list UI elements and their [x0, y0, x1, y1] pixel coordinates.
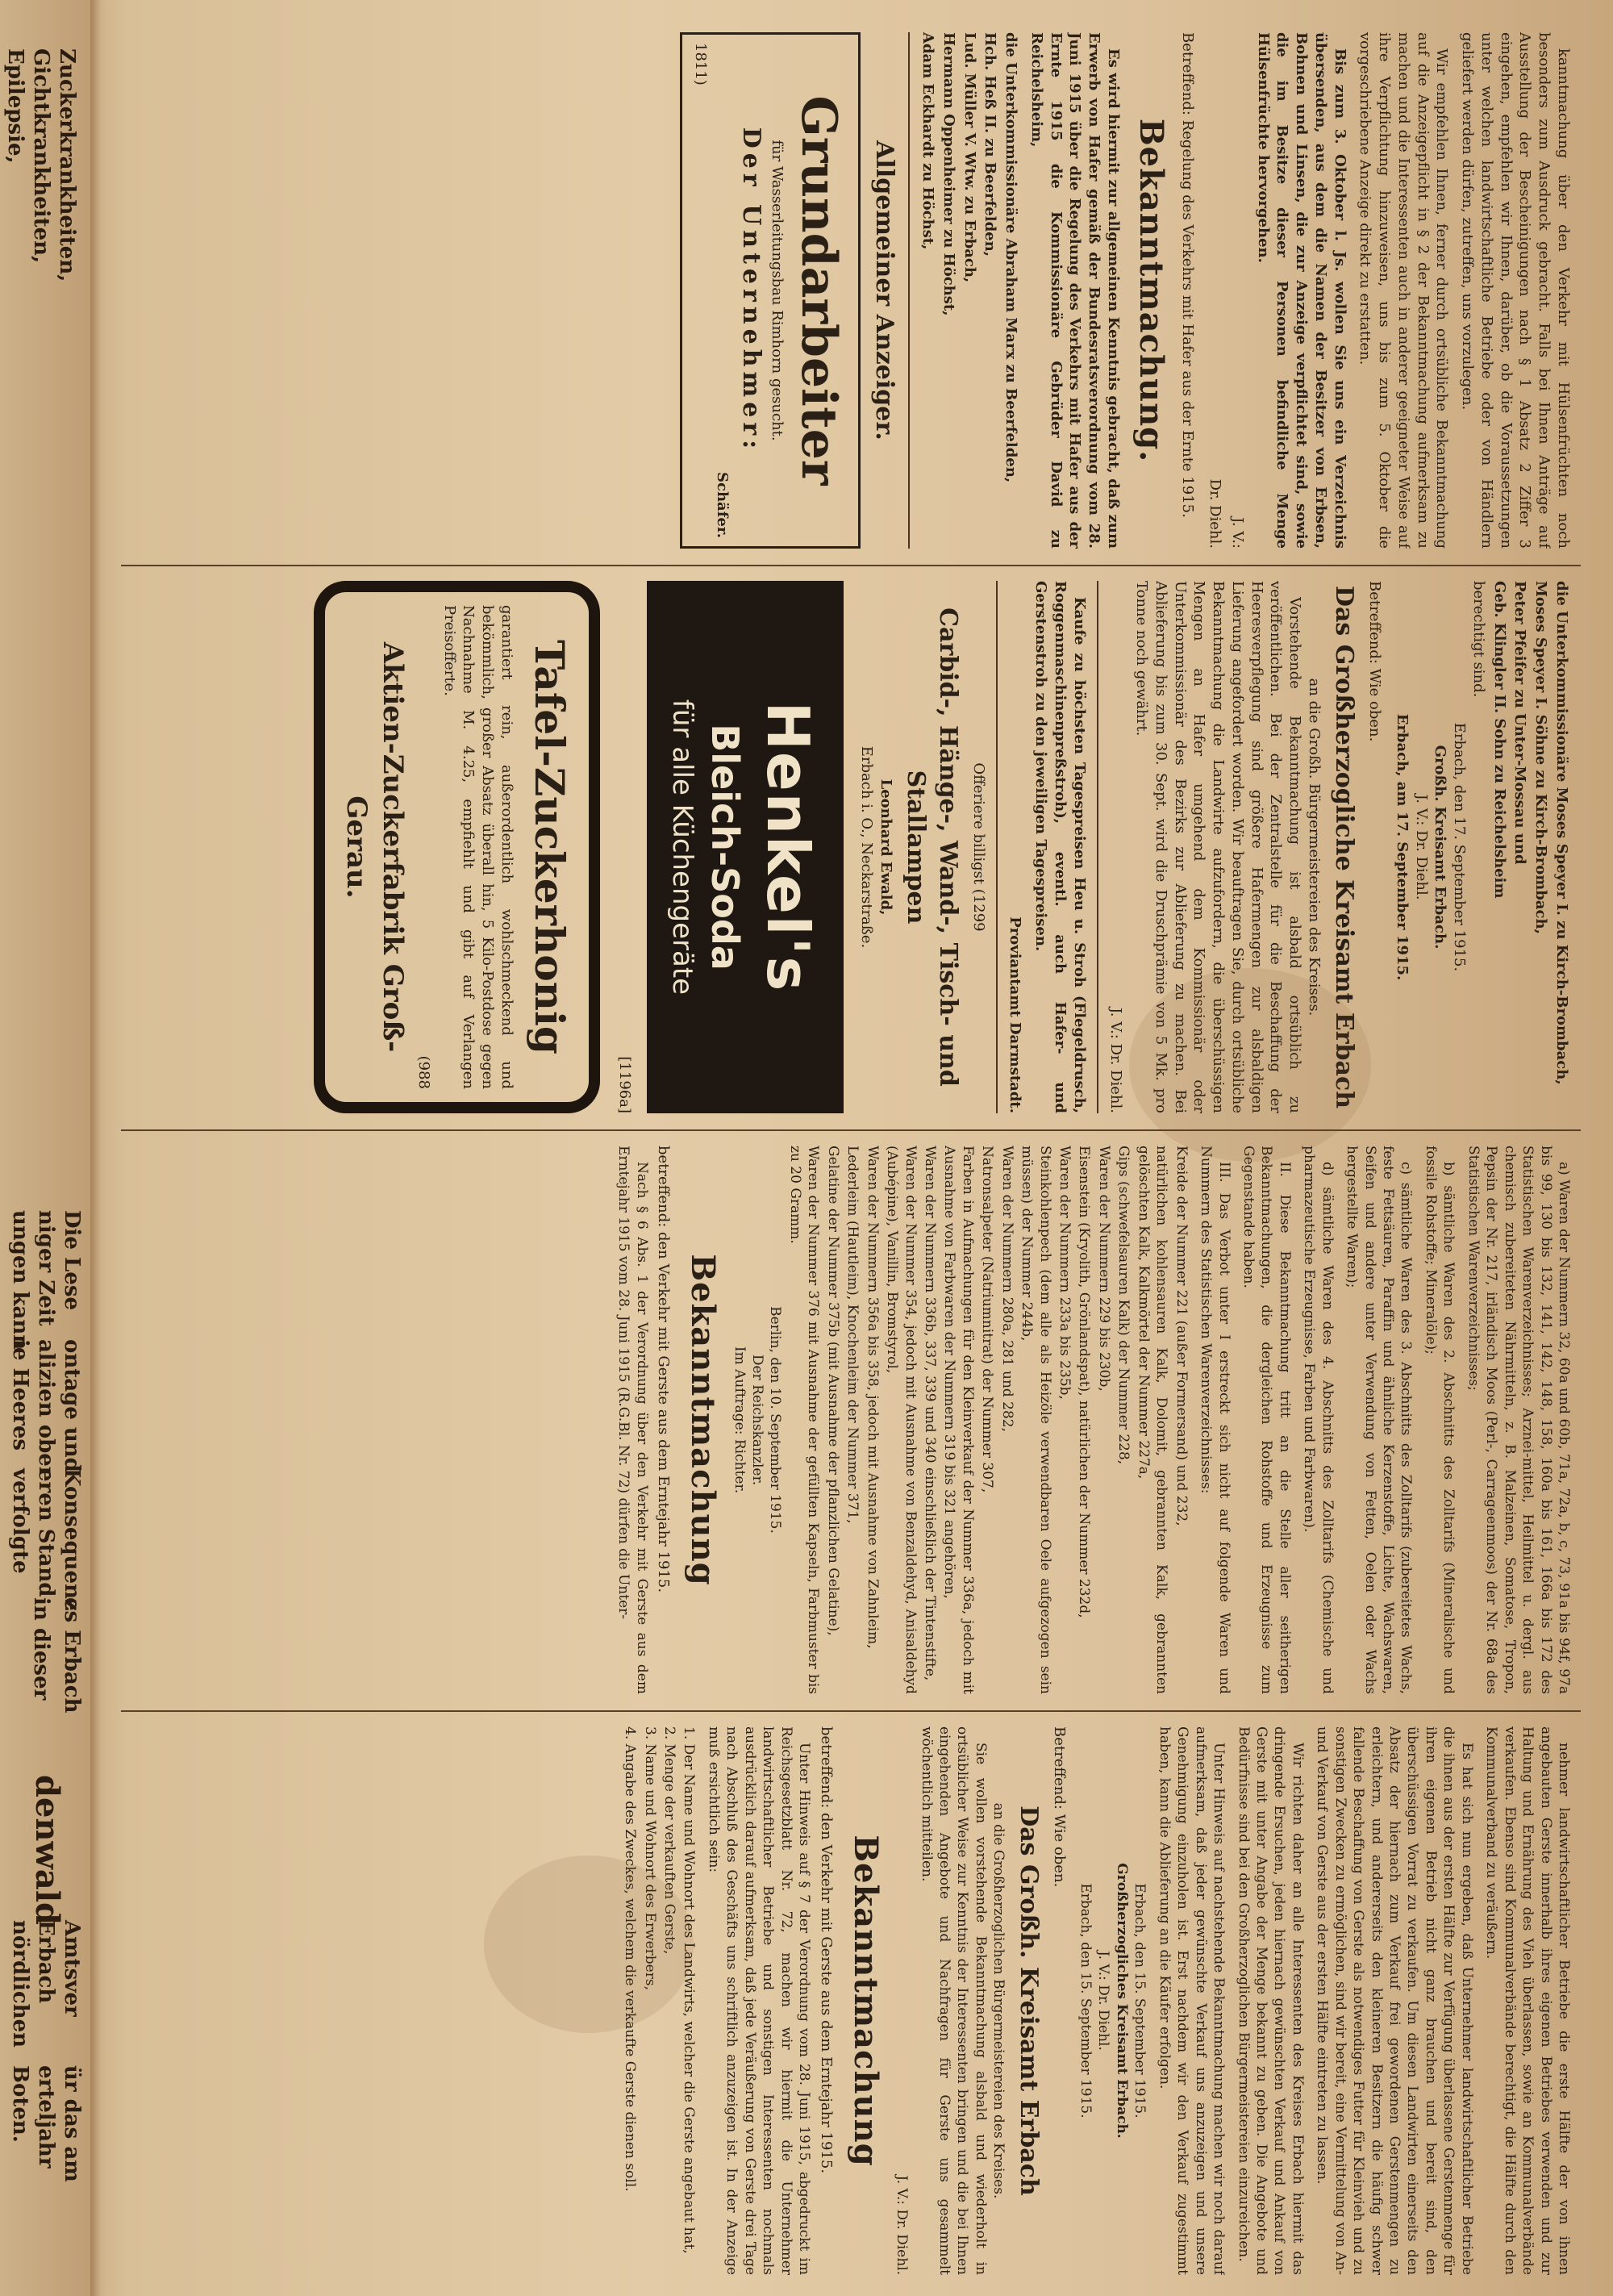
list-item: Waren der Nummer 354, jedoch mit Ausnahme von Benzaldehyd, Anisaldehyd (Aubépine), Vanillin, Bromstyrol,	[884, 1146, 919, 1694]
list-item: Waren der Nummern 280a, 281 und 282,	[998, 1146, 1015, 1433]
paragraph: d) sämtliche Waren des 4. Abschnitts des Zolltarifs (Chemische und pharmazeutische Erzeugnisse, Farben und Farbwaren).	[1301, 1146, 1336, 1694]
prev-fragment: nördlichen	[8, 1920, 32, 2048]
list-item: Gips (schwefelsauren Kalk) der Nummer 228,	[1115, 1146, 1132, 1465]
prev-fragment: Erbach	[34, 1920, 58, 2004]
list-item: Lud. Müller V. Wtw. zu Erbach,	[961, 32, 978, 283]
address-line: an die Großh. Bürgermeistereien des Kreises.	[1305, 678, 1323, 1017]
paragraph: nehmer landwirtschaftlicher Betriebe die erste Hälfte der von ihnen angebauten Gerste innerhalb ihres eigenen Betriebes verwenden und zur Haltung und Ernährung des Vieh überlassen, sowie an Kommunalverbände verkaufen. Ebenso sind Kommunalverbände berechtigt, die Hälfte durch den Kommunalverband zu veräußern.	[1483, 1726, 1572, 2275]
list-item: Eisenstein (Kryolith, Grönlandspat), natürlichen der Nummer 232d,	[1076, 1146, 1093, 1618]
column-rule	[121, 565, 1581, 566]
notice-body: Vorstehende Bekanntmachung ist alsbald ortsüblich zu veröffentlichen. Bei der Zentralstelle für die Beschaffung der Heeresverpflegung sind größere Hafermengen zur alsbaldigen Lieferung angefordert worden. Wir beauftragen Sie, durch ortsübliche Bekanntmachung die Landwirte aufzufordern, die überschüssigen Mengen an Hafer umgehend dem Kommissionär oder Unterkommissionär des Bezirks zur Ablieferung zu machen. Bei Ablieferung bis zum 30. Sept. wird die Druschprämie von 5 Mk. pro Tonne noch gewährt.	[1133, 581, 1304, 1113]
signature: J. V.:	[1229, 517, 1246, 549]
prev-fragment: Amtsver	[60, 1920, 84, 2017]
column-1-main	[121, 32, 1573, 549]
prev-fragment: ontage und	[60, 1339, 84, 1472]
ad-offer-line: Offeriere billigst (1299	[969, 762, 987, 932]
rotated-page-content	[97, 0, 1605, 2296]
list-item: Waren der Nummer 376 mit Ausnahme der gefüllten Kapseln, Farbmuster bis zu 20 Gramm.	[786, 1146, 822, 1694]
previous-page-rotated	[0, 0, 90, 2296]
list-item: Waren der Nummern 336b, 337, 339 und 340 einschließlich der Tintenstifte,	[922, 1146, 938, 1681]
ad-line: für Wasserleitungsbau Rimhorn gesucht.	[768, 140, 786, 441]
column-4	[121, 1726, 1573, 2275]
tafel-title: Tafel-Zuckerhonig	[525, 640, 573, 1054]
betreffend-line: Betreffend: Wie oben.	[1050, 1726, 1068, 1888]
ad-offer-headline: Carbid-, Hänge-, Wand-, Tisch- und Stallampen	[902, 607, 962, 1087]
address-line: an die Großherzoglichen Bürgermeistereien des Kreises.	[990, 1802, 1007, 2199]
prev-fragment: erteljahr	[34, 2065, 58, 2169]
date-line: Erbach, den 17. September 1915.	[1451, 722, 1469, 972]
betreffend-line: Betreffend: Wie oben.	[1366, 581, 1384, 742]
list-item: natürlichen kohlensauren Kalk, Dolomit, gebrannten Kalk, gebrannten gelöschten Kalk, Kalkmörtel der Nummer 227a,	[1135, 1146, 1170, 1694]
paragraph: c) sämtliche Waren des 3. Abschnitts des Zolltarifs (zubereitetes Wachs, feste Fettsäuren, Paraffin und ähnliche Kerzenstoffe, Lichte, Wachswaren, Seifen und andere unter Verwendung von Fetten, Oelen oder Wachs hergestellte Waren);	[1344, 1146, 1415, 1694]
ad-kauf: Kaufe zu höchsten Tagespreisen Heu u. Stroh (Flegeldrusch, Roggenmaschinenpreßstroh), eventl. auch Hafer- und Gerstenstroh zu den jeweiligen Tagespreisen.	[1032, 581, 1088, 1113]
signature: J. V.: Dr. Diehl.	[1095, 1951, 1112, 2051]
paragraph: II. Diese Bekanntmachung tritt an die Stelle aller seitherigen Bekanntmachungen, die dergleichen Rohstoffe und Erzeugnisse zum Gegenstande haben.	[1240, 1146, 1293, 1694]
prev-fragment: Konsequenz	[60, 1468, 84, 1611]
paragraph: Bis zum 3. Oktober l. Js. wollen Sie uns ein Verzeichnis übersenden, aus dem die Namen der Besitzer von Erbsen, Bohnen und Linsen, die zur Anzeige verpflichtet sind, sowie die im Besitze dieser Personen befindliche Menge Hülsenfrüchte hervorgehen.	[1254, 32, 1348, 549]
signature: Dr. Diehl.	[1207, 478, 1224, 549]
prev-fragment: ie Heeres	[8, 1339, 32, 1451]
notice-body: Unter Hinweis auf § 7 der Verordnung vom 28. Juni 1915, abgedruckt im Reichsgesetzblatt Nr. 72, machen wir hiermit die Unternehmer landwirtschaftlicher Betriebe und sonstigen Interessenten nochmals ausdrücklich darauf aufmerksam, daß jede Veräußerung von Gerste drei Tage nach Abschluß des Geschäfts uns schriftlich anzuzeigen ist. In der Anzeige muß ersichtlich sein:	[705, 1726, 813, 2275]
list-item: 2. Menge der verkauften Gerste,	[661, 1726, 678, 1955]
prev-fragment: denwald	[28, 1775, 66, 1926]
list-item: 1. Der Name und Wohnort des Landwirts, welcher die Gerste angebaut hat,	[681, 1726, 698, 2254]
date-line: Erbach, den 15. September 1915.	[1077, 1883, 1094, 2119]
notice-heading: Bekanntmachung	[846, 1835, 885, 2167]
prev-fragment: ür das am	[60, 2065, 84, 2182]
prev-fragment: ungen kann	[8, 1210, 32, 1350]
henkel-ad	[647, 581, 844, 1113]
notice-body: Sie wollen vorstehende Bekanntmachung alsbald und wiederholt in ortsüblicher Weise zur Kenntnis der Interessenten bringen und die bei Ihnen eingehenden Angebote und Nachfragen für Gerste uns gesammelt wöchentlich mitteilen.	[918, 1726, 989, 2275]
subcommissioner-list	[1490, 581, 1571, 1113]
paragraph: Unter Hinweis auf nachstehende Bekanntmachung machen wir noch darauf aufmerksam, daß jeder gewünschte Verkauf uns anzuzeigen und unsere Genehmigung einzuholen ist. Erst nachdem wir den Verkauf zugestimmt haben, kann die Ablieferung an die Käufer erfolgen.	[1156, 1726, 1227, 2275]
date-line: Berlin, den 10. September 1915.	[767, 1306, 784, 1534]
list-item: Moses Speyer I. Söhne zu Kirch-Brombach,	[1532, 581, 1550, 934]
ad-headline: Grundarbeiter	[790, 95, 847, 486]
paragraph: b) sämtliche Waren des 2. Abschnitts des Zolltarifs (Mineralische und fossile Rohstoffe; Mineralöle);	[1422, 1146, 1457, 1694]
prev-fragment: niger Zeit	[34, 1210, 58, 1326]
list-item: Steinkohlenpech (dem alle als Heizöle verwendbaren Oele aufgezogen sein müssen) der Nummer 244b,	[1019, 1146, 1053, 1694]
paragraph: Es hat sich nun ergeben, daß Unternehmer landwirtschaftlicher Betriebe die ihnen aus der ersten Hälfte zur Verfügung überlassene Gerstenmenge für ihren eigenen Betrieb nicht ganz brauchen und bereit sind, den überschüssigen Vorrat zu verkaufen. Um diesen Landwirten einerseits den Absatz der hiernach zum Verkauf frei gewordenen Gerstenmengen zu erleichtern, und andererseits den kleineren Besitzern die häufig schwer fallende Beschaffung von Gerste als notwendiges Futter für Kleinvieh und zu sonstigen Zwecken zu ermöglichen, sind wir bereit, eine Vermittelung von An- und Verkauf von Gerste aus der ersten Hälfte eintreten zu lassen.	[1314, 1726, 1475, 2275]
prev-fragment: es Erbach	[60, 1597, 84, 1714]
signature: J. V.: Dr. Diehl.	[894, 2175, 911, 2275]
list-item: Waren der Nummern 233a bis 235b,	[1057, 1146, 1073, 1400]
prev-fragment: eren Stand	[34, 1468, 58, 1597]
signature: J. V.: Dr. Diehl.	[1412, 794, 1430, 900]
date-line: Erbach, den 15. September 1915.	[1132, 1883, 1148, 2119]
list-item: Waren der Nummern 229 bis 230b,	[1095, 1146, 1112, 1392]
signature: J. V.: Dr. Diehl.	[1107, 1007, 1125, 1113]
list-item: Waren der Nummern 356a bis 358, jedoch mit Ausnahme von Zahnleim,	[864, 1146, 881, 1649]
prev-fragment: Epilepsie,	[3, 48, 27, 164]
notice-heading: Bekanntmachung	[684, 1254, 723, 1586]
office-line: Der Reichskanzler.	[749, 1354, 766, 1486]
henkel-tagline: für alle Küchengeräte	[666, 699, 699, 996]
prev-fragment: Die Lese	[60, 1210, 84, 1311]
list-item: Kreide der Nummer 221 (außer Formersand) und 232,	[1173, 1146, 1190, 1526]
betreffend-line: betreffend: den Verkehr mit Gerste aus dem Erntejahr 1915.	[655, 1146, 673, 1593]
office-line: Großh. Kreisamt Erbach.	[1432, 745, 1449, 950]
list-item: Natronsalpeter (Natriumnitrat) der Nummer 307,	[979, 1146, 996, 1493]
tafel-text: garantiert rein, außerordentlich wohlschmeckend und bekömmlich, großer Absatz überall hin, 5 Kilo-Postdose gegen Nachnahme M. 4.25, empfiehlt und gibt auf Verlangen Preisofferte.	[440, 605, 515, 1089]
ad-grundarbeiter	[680, 32, 861, 549]
paragraph: kanntmachung über den Verkehr mit Hülsenfrüchten noch besonders zum Ausdruck gebracht. Falls bei Ihnen Anträge auf Ausstellung der Bescheinigungen nach § 1 Absatz 2 Ziffer 3 eingehen, empfehlen wir Ihnen, darüber, ob die Voraussetzungen unter welchen landwirtschaftliche Betriebe oder von Händlern geliefert werden dürfen, zutreffen, uns vorzulegen.	[1459, 32, 1572, 549]
prev-fragment: Zuckerkrankheiten,	[55, 48, 79, 282]
column-rule	[121, 1710, 1581, 1712]
paragraph: a) Waren der Nummern 32, 60a und 60b, 71a, 72a, b, c, 73, 91a bis 94f, 97a bis 99, 130 bis 132, 141, 142, 148, 158, 160a bis 161, 166a bis 172 des Statistischen Warenverzeichnisses; Arznei-mittel, Heilmittel u. dergl. aus chemisch zubereiteten Nährmitteln, z. B. Malzeinen, Somatose, Tropon, Pepsin der Nr. 217, irländisch Moos (Perl-, Carrageenmoos) der Nr. 68a des Statistischen Warenverzeichnisses;	[1465, 1146, 1572, 1694]
list-item: Hch. Heß II. zu Beerfelden,	[982, 32, 999, 257]
tafel-firm: Aktien-Zuckerfabrik Groß-Gerau.	[340, 641, 410, 1053]
prev-fragment: alizien ober	[34, 1339, 58, 1478]
divider	[996, 581, 998, 1113]
list-item: Hermann Oppenheimer zu Höchst,	[940, 32, 957, 316]
paper-stain	[484, 1856, 694, 2033]
ad-section-title: Allgemeiner Anzeiger.	[870, 140, 899, 440]
betreffend-line: betreffend: den Verkehr mit Gerste aus dem Erntejahr 1915.	[817, 1726, 835, 2174]
notice-body: Nach § 6 Abs. 1 der Verordnung über den Verkehr mit Gerste aus dem Erntejahr 1915 vom 28. Juni 1915 (R.G.Bl. Nr. 72) dürfen die Unter-	[615, 1146, 650, 1694]
column-rule	[121, 1129, 1581, 1131]
list-item: Peter Pfeifer zu Unter-Mossau und	[1511, 581, 1529, 865]
list-item: Gelatine der Nummer 375b (mit Ausnahme der pflanzlichen Gelatine),	[824, 1146, 841, 1636]
notice-heading: Bekanntmachung.	[1132, 118, 1170, 463]
tafel-code: (988	[415, 1055, 432, 1089]
paragraph: Wir richten daher an alle Interessenten des Kreises Erbach hiermit das dringende Ersuchen, jeden hiernach gewünschten Verkauf und Ankauf von Gerste mit unter Angabe der Menge bekannt zu geben. Die Angebote und Bedürfnisse sind bei den Großherzoglichen Bürgermeistereien einzureichen.	[1235, 1726, 1306, 2275]
ad-offer-address: Erbach i. O., Neckarstraße.	[857, 745, 875, 949]
tafel-zuckerhonig-ad	[314, 581, 600, 1113]
office-heading: Das Großh. Kreisamt Erbach	[1014, 1805, 1043, 2196]
ad-code: 1811)	[691, 43, 709, 86]
henkel-brand: Henkel's	[754, 701, 823, 993]
date-line: Erbach, am 17. September 1915.	[1394, 713, 1411, 981]
divider	[908, 32, 910, 549]
paragraph: Wir empfehlen Ihnen, ferner durch ortsübliche Bekanntmachung auf die Anzeigepflicht in § 2 der Bekanntmachung aufmerksam zu machen und die Interessenten auch in anderer geeigneter Weise auf ihre Verpflichtung hinzuweisen, uns bis zum 5. Oktober die vorgeschriebene Anzeige direkt zu erstatten.	[1357, 32, 1451, 549]
list-item: 3. Name und Wohnort des Erwerbers,	[641, 1726, 658, 1990]
office-heading: Das Großherzogliche Kreisamt Erbach	[1330, 585, 1359, 1109]
list-end: berechtigt sind.	[1470, 581, 1487, 698]
column-3	[121, 1146, 1573, 1694]
signature: Im Auftrage: Richter.	[731, 1346, 748, 1494]
ad-offer-name: Leonhard Ewald,	[877, 779, 894, 916]
ad-name: Schäfer.	[714, 471, 731, 538]
office-line: Großherzogliches Kreisamt Erbach.	[1113, 1863, 1130, 2139]
divider	[1097, 581, 1098, 1113]
previous-page-edge	[0, 0, 93, 2296]
notice-body: Es wird hiermit zur allgemeinen Kenntnis gebracht, daß zum Erwerb von Hafer gemäß der Bundesratsverordnung vom 28. Juni 1915 über die Regelung des Verkehrs mit Hafer aus der Ernte 1915 die Kommissionäre Gebrüder David zu Reichelsheim,	[1027, 32, 1122, 549]
prev-fragment: in dieser	[29, 1597, 53, 1701]
prev-fragment: Gichtkrankheiten,	[29, 48, 53, 264]
ad-kauf-signature: Proviantamt Darmstadt.	[1007, 916, 1024, 1113]
list-item: die Unterkommissionäre Moses Speyer I. zu Kirch-Brombach,	[1553, 581, 1570, 1085]
list-item: Farben in Aufmachungen für den Kleinverkauf der Nummer 336a, jedoch mit Ausnahme von Farbwaren der Nummern 319 bis 321 angehören,	[941, 1146, 976, 1694]
prev-fragment: Boten.	[8, 2065, 32, 2143]
list-item: Lederleim (Hautleim), Knochenleim der Nummer 371,	[844, 1146, 861, 1524]
list-item: 4. Angabe des Zweckes, welchem die verkaufte Gerste dienen soll.	[622, 1726, 639, 2192]
exemption-list	[786, 1146, 1190, 1694]
ad-code: [1196a]	[615, 1056, 633, 1113]
list-item: die Unterkommissionäre Abraham Marx zu Beerfelden,	[1002, 32, 1020, 483]
paper-stain	[1129, 968, 1371, 1162]
prev-fragment: verfolgte	[8, 1468, 32, 1574]
ad-unternehmer: Der Unternehmer:	[736, 127, 765, 454]
betreffend-line: Betreffend: Regelung des Verkehrs mit Hafer aus der Ernte 1915.	[1179, 32, 1197, 518]
paragraph: III. Das Verbot unter I erstreckt sich nicht auf folgende Waren und Nummern des Statistischen Warenverzeichnisses:	[1198, 1146, 1232, 1694]
list-item: Adam Eckhardt zu Höchst,	[919, 32, 937, 250]
commissioner-list	[918, 32, 1020, 549]
list-item: Geb. Klingler II. Sohn zu Reichelsheim	[1490, 581, 1508, 899]
henkel-product: Bleich-Soda	[703, 724, 748, 971]
